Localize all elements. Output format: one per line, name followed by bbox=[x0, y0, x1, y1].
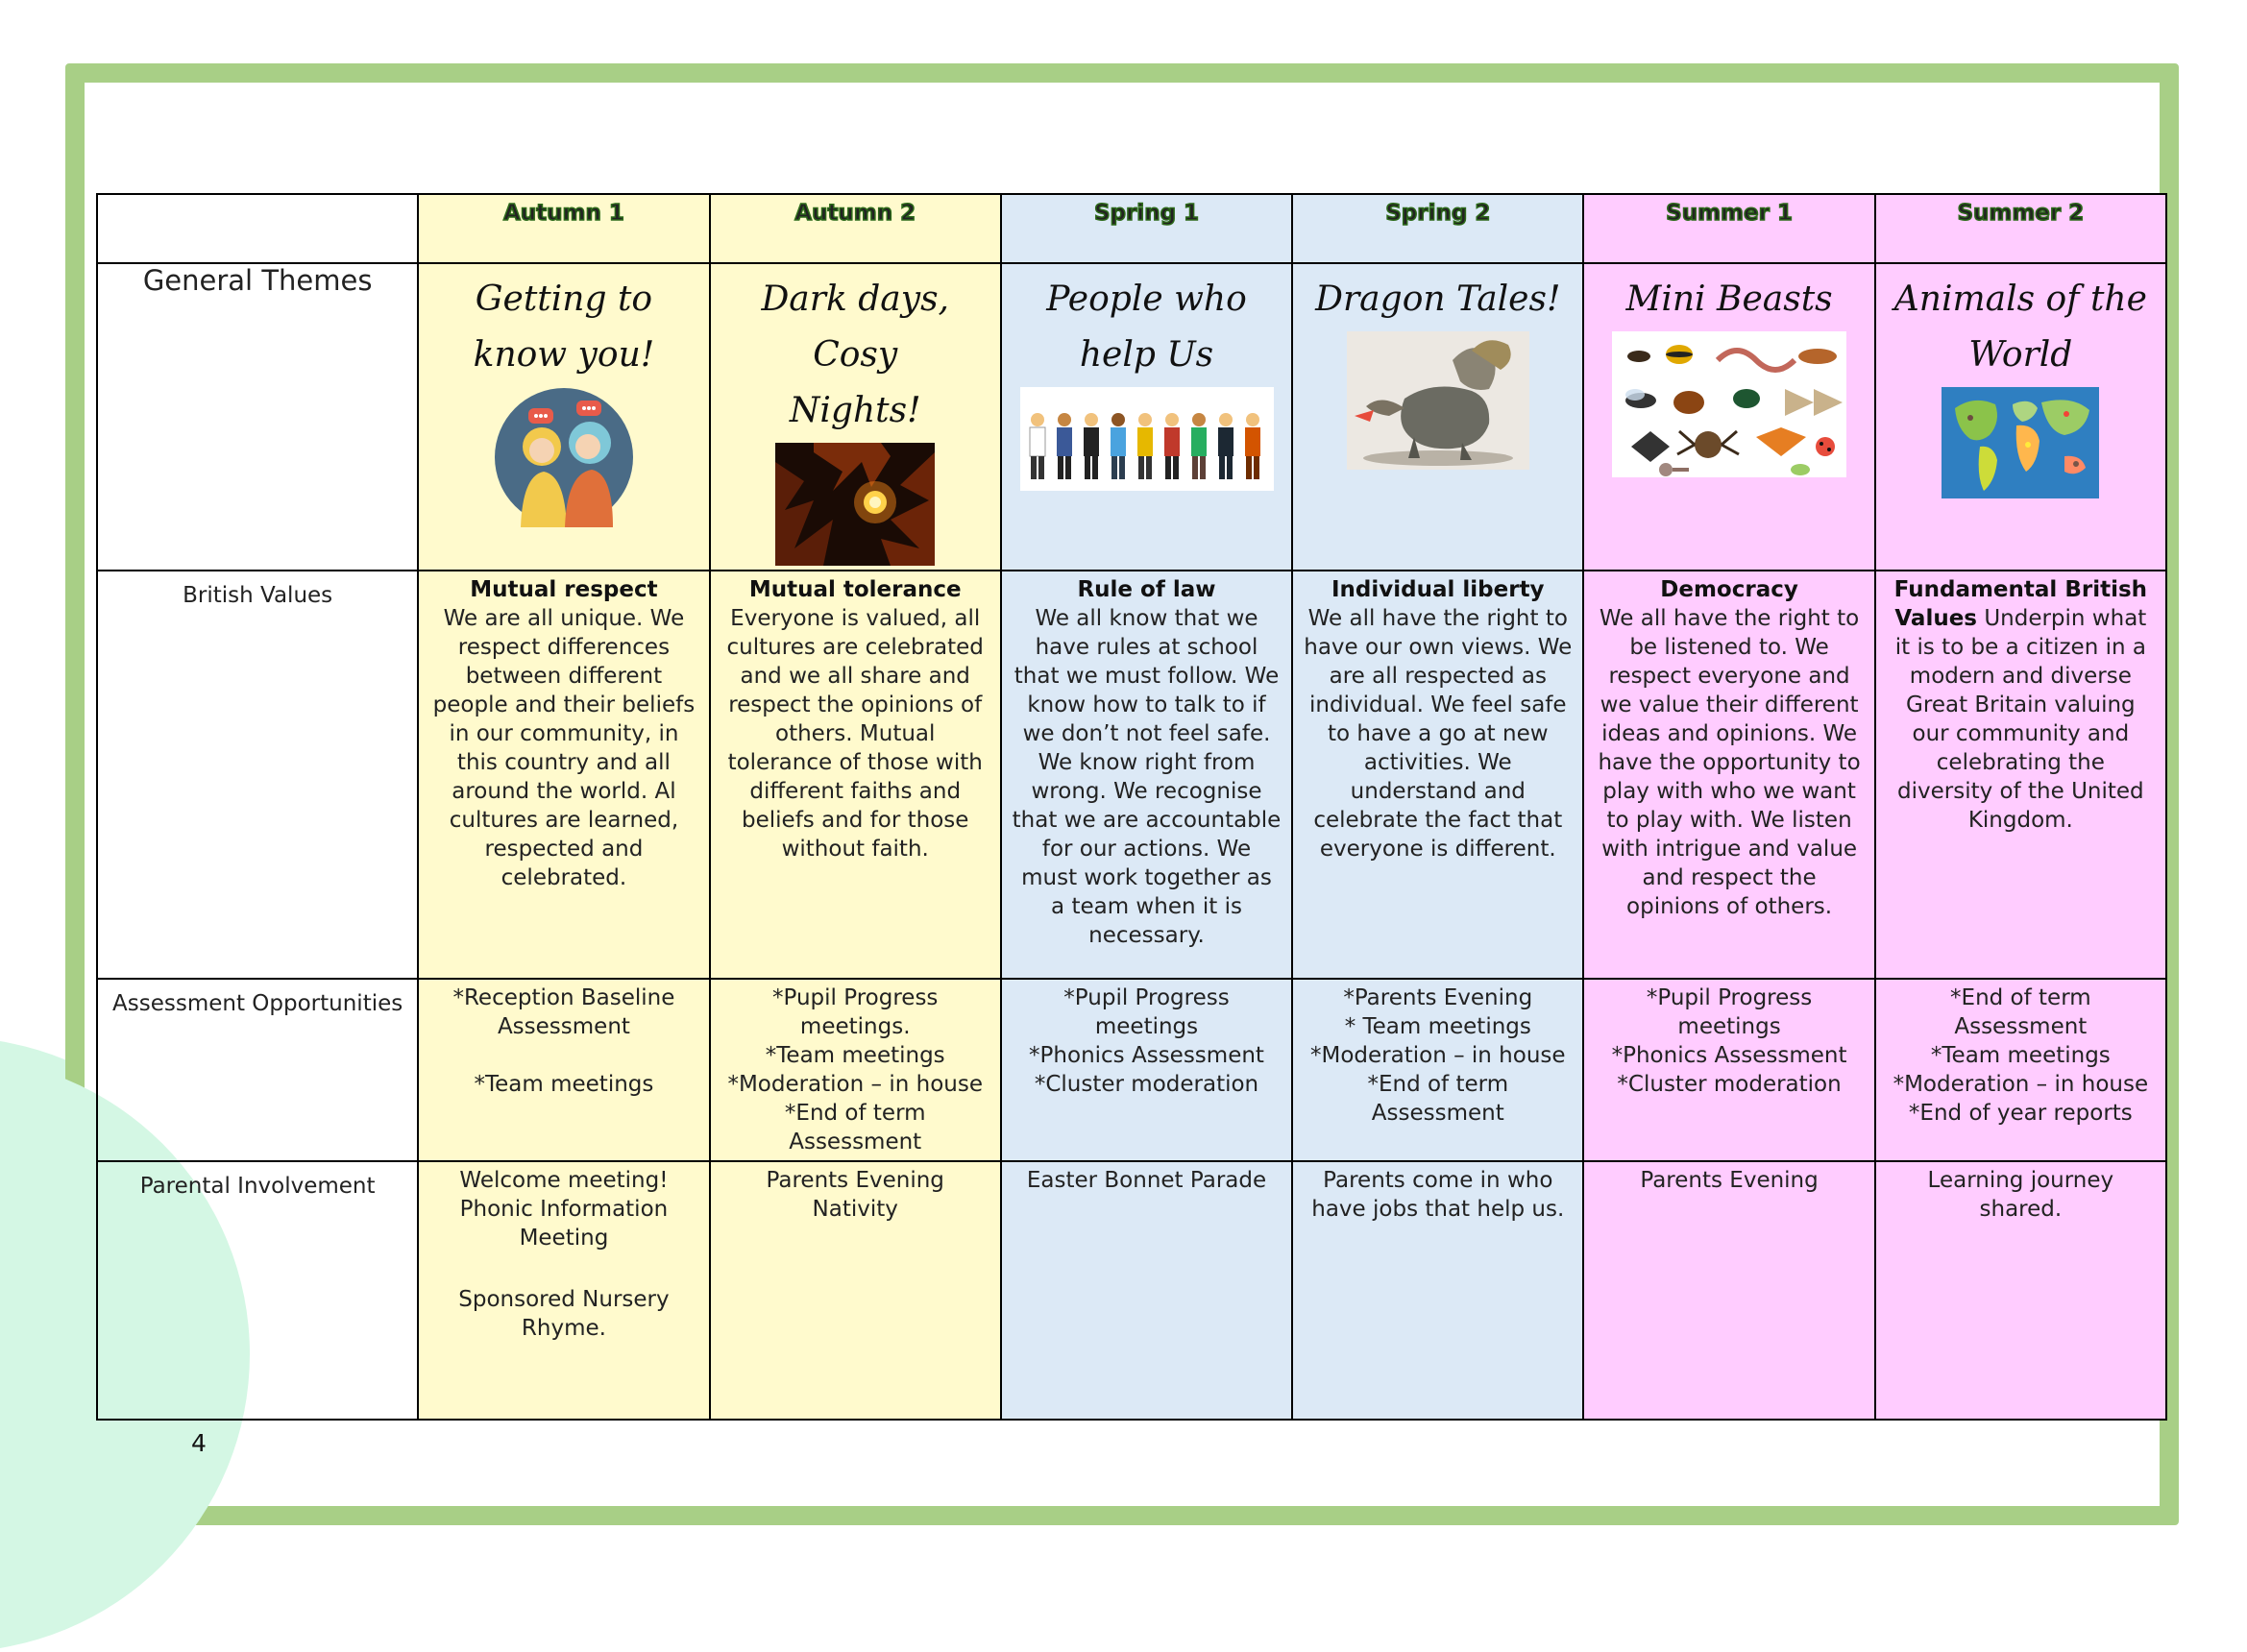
theme-title: Getting to know you! bbox=[473, 279, 655, 375]
dragon-image bbox=[1347, 331, 1529, 470]
parental-cell: Learning journey shared. bbox=[1875, 1161, 2166, 1420]
term-header: Autumn 1 bbox=[418, 194, 709, 263]
assessment-cell: *End of term Assessment *Team meetings *Moderation – in house *End of year reports bbox=[1875, 979, 2166, 1161]
theme-title: Dragon Tales! bbox=[1315, 279, 1561, 319]
assessment-cell: *Parents Evening * Team meetings *Moderation – in house *End of term Assessment bbox=[1292, 979, 1583, 1161]
assessment-cell: *Reception Baseline Assessment *Team meetings bbox=[418, 979, 709, 1161]
value-cell bbox=[1292, 571, 1583, 979]
assessment-cell: *Pupil Progress meetings. *Team meetings *Moderation – in house *End of term Assessment bbox=[710, 979, 1001, 1161]
value-title: Mutual tolerance bbox=[748, 577, 962, 602]
people-who-help-image bbox=[1020, 387, 1274, 491]
corner-cell bbox=[97, 194, 418, 263]
parental-cell: Parents Evening Nativity bbox=[710, 1161, 1001, 1420]
value-text: Everyone is valued, all cultures are celebrated and we all share and respect the opinions of others. Mutual tolerance of those with different faiths and beliefs and for those without faith. bbox=[726, 606, 984, 862]
term-header: Summer 1 bbox=[1583, 194, 1874, 263]
row-label-themes: General Themes bbox=[97, 263, 418, 571]
value-text: We all have the right to be listened to. We respect everyone and we value their different ideas and opinions. We have the opportunity to play with who we want to play with. We listen with intrigue and value and respect the opinions of others. bbox=[1598, 606, 1861, 919]
parental-cell: Easter Bonnet Parade bbox=[1001, 1161, 1292, 1420]
page-number: 4 bbox=[191, 1429, 207, 1457]
value-title: Mutual respect bbox=[470, 577, 658, 602]
theme-cell bbox=[1875, 263, 2166, 571]
row-label-parental: Parental Involvement bbox=[97, 1161, 418, 1420]
value-text: Underpin what it is to be a citizen in a modern and diverse Great Britain valuing our community and celebrating the diversity of the United Kingdom. bbox=[1894, 606, 2147, 833]
theme-cell bbox=[418, 263, 709, 571]
world-animals-map-image bbox=[1942, 387, 2099, 498]
theme-cell bbox=[1583, 263, 1874, 571]
lantern-night-image bbox=[775, 443, 935, 566]
value-cell bbox=[418, 571, 709, 979]
value-text: We all know that we have rules at school that we must follow. We know how to talk to if we don’t not feel safe. We know right from wrong. We recognise that we are accountable for our actions. We must work together as a team when it is necessary. bbox=[1012, 606, 1282, 948]
value-title: Democracy bbox=[1660, 577, 1798, 602]
theme-title: Mini Beasts bbox=[1625, 279, 1833, 319]
row-label-assessment: Assessment Opportunities bbox=[97, 979, 418, 1161]
value-title: Rule of law bbox=[1077, 577, 1216, 602]
assessment-row bbox=[97, 979, 2166, 1161]
assessment-cell: *Pupil Progress meetings *Phonics Assessment *Cluster moderation bbox=[1583, 979, 1874, 1161]
values-row bbox=[97, 571, 2166, 979]
theme-title: People who help Us bbox=[1046, 279, 1247, 375]
value-cell bbox=[1875, 571, 2166, 979]
term-header: Summer 2 bbox=[1875, 194, 2166, 263]
parental-cell: Parents come in who have jobs that help us. bbox=[1292, 1161, 1583, 1420]
value-text: We are all unique. We respect differences between different people and their beliefs in our community, in this country and all around the world. Al cultures are learned, respected and celebrated. bbox=[432, 606, 696, 890]
curriculum-table bbox=[96, 193, 2167, 1421]
term-header: Autumn 2 bbox=[710, 194, 1001, 263]
value-title: Individual liberty bbox=[1331, 577, 1545, 602]
theme-cell bbox=[1001, 263, 1292, 571]
parental-row bbox=[97, 1161, 2166, 1420]
theme-title: Dark days, Cosy Nights! bbox=[761, 279, 949, 430]
friends-talking-image bbox=[494, 387, 634, 527]
assessment-cell: *Pupil Progress meetings *Phonics Assessment *Cluster moderation bbox=[1001, 979, 1292, 1161]
theme-cell bbox=[1292, 263, 1583, 571]
theme-cell bbox=[710, 263, 1001, 571]
header-row bbox=[97, 194, 2166, 263]
parental-cell: Parents Evening bbox=[1583, 1161, 1874, 1420]
value-title: Fundamental British Values bbox=[1893, 577, 2148, 631]
theme-title: Animals of the World bbox=[1893, 279, 2147, 375]
row-label-values: British Values bbox=[97, 571, 418, 979]
value-text: We all have the right to have our own views. We are all respected as individual. We feel safe to have a go at new activities. We understand and celebrate the fact that everyone is different. bbox=[1304, 606, 1573, 862]
themes-row bbox=[97, 263, 2166, 571]
minibeasts-image bbox=[1612, 331, 1846, 477]
value-cell bbox=[1583, 571, 1874, 979]
value-cell bbox=[1001, 571, 1292, 979]
term-header: Spring 2 bbox=[1292, 194, 1583, 263]
value-cell bbox=[710, 571, 1001, 979]
parental-cell: Welcome meeting! Phonic Information Meeting Sponsored Nursery Rhyme. bbox=[418, 1161, 709, 1420]
term-header: Spring 1 bbox=[1001, 194, 1292, 263]
